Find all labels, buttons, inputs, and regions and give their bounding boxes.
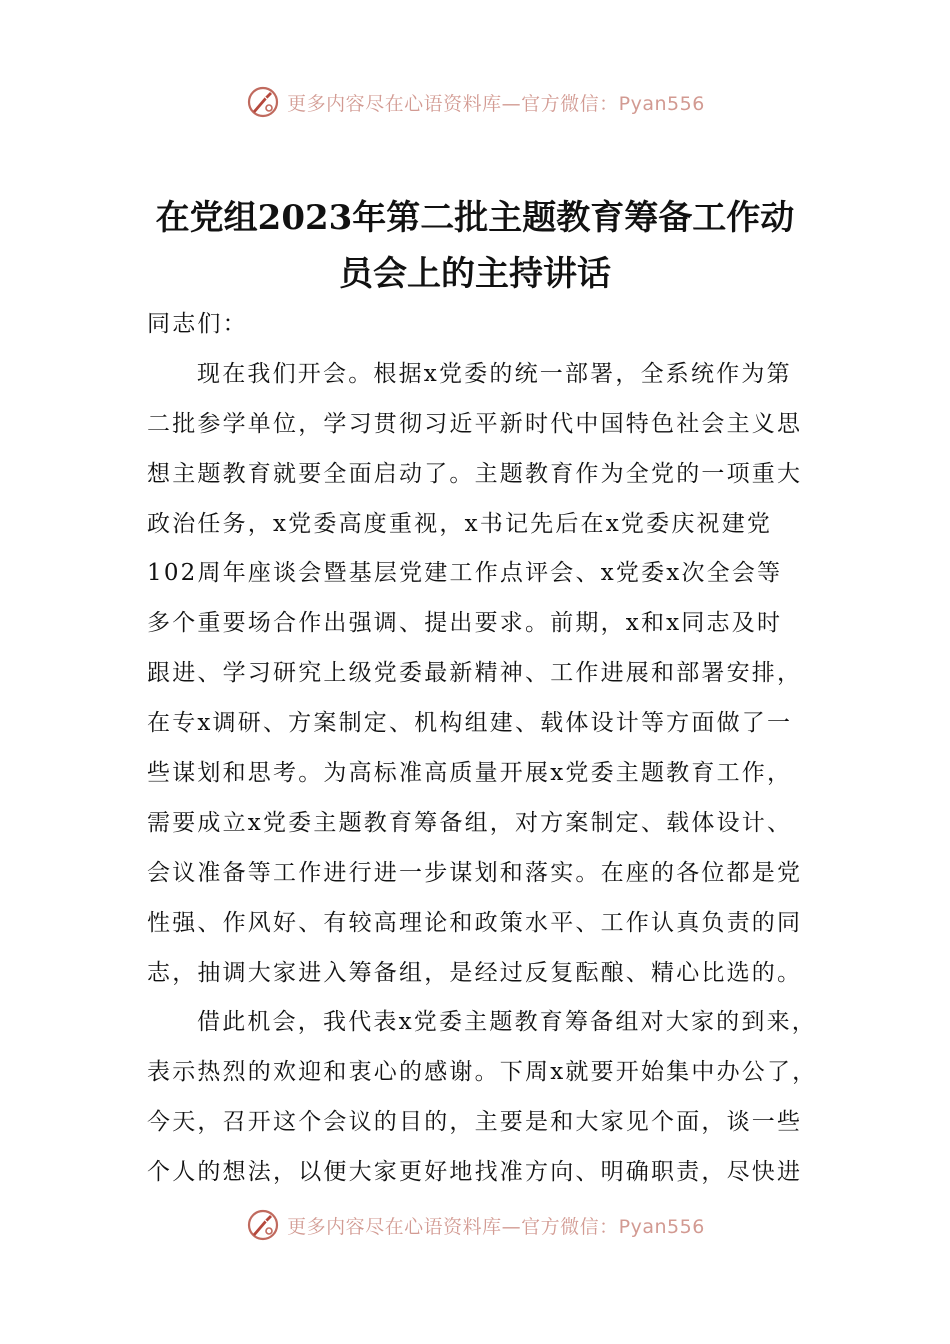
body-line: 个人的想法，以便大家更好地找准方向、明确职责，尽快进 [147,1159,803,1186]
body-line: 政治任务，x党委高度重视，x书记先后在x党委庆祝建党 [147,510,773,537]
watermark-footer [0,1205,950,1245]
body-line: 跟进、学习研究上级党委最新精神、工作进展和部署安排， [147,660,803,687]
title-line-1: 在党组2023年第二批主题教育筹备工作动 [155,198,795,238]
document-body [147,300,817,1198]
body-line: 些谋划和思考。为高标准高质量开展x党委主题教育工作， [147,760,793,787]
watermark-text: 更多内容尽在心语资料库—官方微信：Pyan556 [287,92,705,115]
watermark-text: 更多内容尽在心语资料库—官方微信：Pyan556 [287,1215,705,1238]
pen-nib-logo-icon [245,1207,281,1243]
body-line: 多个重要场合作出强调、提出要求。前期，x和x同志及时 [147,610,783,637]
title-line-2: 员会上的主持讲话 [339,254,611,294]
body-line: 102周年座谈会暨基层党建工作点评会、x党委x次全会等 [147,560,783,587]
body-line: 表示热烈的欢迎和衷心的感谢。下周x就要开始集中办公了， [147,1059,818,1086]
body-line: 二批参学单位，学习贯彻习近平新时代中国特色社会主义思 [147,410,803,437]
body-line: 在专x调研、方案制定、机构组建、载体设计等方面做了一 [147,710,793,737]
salutation: 同志们： [147,311,248,337]
body-line: 志，抽调大家进入筹备组，是经过反复酝酿、精心比选的。 [147,959,803,986]
body-line: 会议准备等工作进行进一步谋划和落实。在座的各位都是党 [147,859,803,886]
body-line: 现在我们开会。根据x党委的统一部署，全系统作为第 [197,360,792,387]
body-line: 想主题教育就要全面启动了。主题教育作为全党的一项重大 [147,460,803,487]
body-line: 借此机会，我代表x党委主题教育筹备组对大家的到来， [197,1009,817,1036]
body-line: 性强、作风好、有较高理论和政策水平、工作认真负责的同 [147,909,803,936]
pen-nib-logo-icon [245,84,281,120]
body-line: 今天，召开这个会议的目的，主要是和大家见个面，谈一些 [147,1109,803,1136]
document-title [100,190,850,302]
watermark-header [0,82,950,122]
body-line: 需要成立x党委主题教育筹备组，对方案制定、载体设计、 [147,809,793,836]
